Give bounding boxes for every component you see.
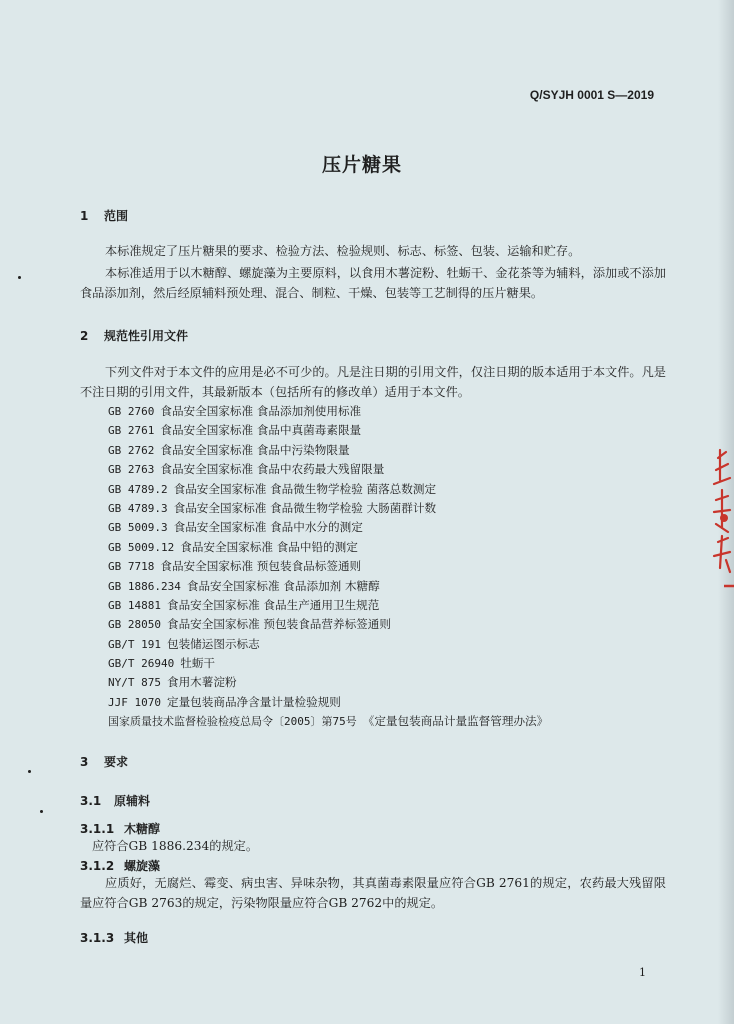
reference-name: 食品安全国家标准 食品中农药最大残留限量 — [160, 462, 385, 477]
section-title: 其他 — [124, 931, 149, 945]
reference-code: GB 28050 — [108, 618, 161, 632]
reference-name: 定量包装商品净含量计量检验规则 — [166, 694, 341, 709]
reference-name: 食品安全国家标准 食品添加剂使用标准 — [160, 404, 362, 418]
scan-speck — [40, 810, 43, 813]
section-3-1-heading — [80, 792, 150, 809]
reference-name: 食品安全国家标准 食品微生物学检验 菌落总数测定 — [173, 481, 437, 496]
section-3-1-2-heading — [80, 857, 160, 874]
document-code: Q/SYJH 0001 S—2019 — [529, 88, 654, 102]
reference-name: 食品安全国家标准 食品添加剂 木糖醇 — [186, 578, 380, 593]
reference-item — [108, 480, 548, 499]
reference-code: GB 5009.3 — [108, 521, 168, 535]
reference-name: 食品安全国家标准 食品中污染物限量 — [160, 442, 350, 457]
xylitol-requirement: 应符合GB 1886.234的规定。 — [92, 839, 259, 853]
section-number: 3.1.1 — [80, 822, 115, 836]
reference-item — [108, 596, 548, 615]
reference-code: GB 2760 — [108, 405, 155, 418]
section-title: 要求 — [104, 755, 129, 769]
section-number: 3.1.3 — [80, 931, 115, 945]
reference-code: GB/T 26940 — [108, 657, 175, 671]
reference-item — [108, 615, 548, 634]
scan-speck — [18, 276, 21, 279]
reference-name: 食品安全国家标准 食品中铅的测定 — [180, 539, 358, 554]
reference-list — [108, 402, 548, 732]
reference-code: GB 1886.234 — [108, 579, 181, 593]
reference-code: GB 2763 — [108, 463, 155, 477]
section-number: 3.1 — [80, 794, 102, 808]
reference-code: GB 2762 — [108, 443, 155, 457]
reference-name: 食品安全国家标准 预包装食品标签通则 — [160, 559, 362, 574]
section-number: 2 — [80, 329, 89, 343]
section-3-1-3-heading — [80, 929, 148, 946]
document-title: 压片糖果 — [321, 154, 402, 176]
reference-code: GB 4789.3 — [108, 501, 168, 515]
reference-item — [108, 441, 548, 460]
reference-item — [108, 654, 548, 673]
scope-paragraph-2: 本标准适用于以木糖醇、螺旋藻为主要原料，以食用木薯淀粉、牡蛎干、金花茶等为辅料，添加或不添加食品添加剂，然后经原辅料预处理、混合、制粒、干燥、包装等工艺制得的压片糖果。 — [80, 266, 666, 300]
reference-item — [108, 712, 548, 731]
section-title: 木糖醇 — [124, 822, 161, 836]
reference-code: GB/T 191 — [108, 637, 161, 651]
reference-item — [108, 557, 548, 576]
reference-item — [108, 499, 548, 518]
section-title: 范围 — [104, 209, 129, 223]
reference-item — [108, 460, 548, 479]
reference-name: 食用木薯淀粉 — [166, 675, 237, 690]
scan-speck — [28, 770, 31, 773]
reference-item — [108, 421, 548, 440]
reference-name: 食品安全国家标准 预包装食品营养标签通则 — [166, 617, 391, 632]
reference-item — [108, 635, 548, 654]
reference-name: 食品安全国家标准 食品中水分的测定 — [173, 520, 363, 535]
reference-code: GB 4789.2 — [108, 482, 168, 496]
reference-code: GB 5009.12 — [108, 540, 175, 554]
reference-item — [108, 673, 548, 692]
reference-item — [108, 693, 548, 712]
seal-stamp-icon — [706, 440, 734, 600]
section-3-1-1-heading — [80, 820, 160, 837]
reference-code: JJF 1070 — [108, 695, 161, 709]
section-3-heading — [80, 753, 128, 770]
section-number: 3.1.2 — [80, 859, 115, 873]
scope-paragraph-1: 本标准规定了压片糖果的要求、检验方法、检验规则、标志、标签、包装、运输和贮存。 — [105, 244, 581, 258]
reference-name: 食品安全国家标准 食品中真菌毒素限量 — [160, 423, 362, 438]
reference-name: 食品安全国家标准 食品微生物学检验 大肠菌群计数 — [173, 500, 437, 515]
references-intro: 下列文件对于本文件的应用是必不可少的。凡是注日期的引用文件，仅注日期的版本适用于本文件。凡是不注日期的引用文件，其最新版本（包括所有的修改单）适用于本文件。 — [80, 365, 666, 399]
section-1-heading — [80, 207, 128, 224]
section-number: 1 — [80, 209, 89, 223]
reference-code: 国家质量技术监督检验检疫总局令〔2005〕第75号 — [108, 715, 357, 729]
reference-item — [108, 518, 548, 537]
section-number: 3 — [80, 755, 89, 769]
reference-code: GB 2761 — [108, 424, 155, 438]
reference-code: NY/T 875 — [108, 676, 161, 690]
reference-code: GB 14881 — [108, 598, 161, 612]
spirulina-requirement: 应质好，无腐烂、霉变、病虫害、异味杂物，其真菌毒素限量应符合GB 2761的规定，农药最大残留限量应符合GB 2763的规定，污染物限量应符合GB 2762中的规定。 — [80, 876, 666, 910]
reference-name: 包装储运图示标志 — [166, 636, 260, 651]
section-title: 原辅料 — [114, 794, 151, 808]
page-number: 1 — [639, 966, 646, 979]
section-2-heading — [80, 327, 188, 344]
section-title: 规范性引用文件 — [104, 329, 189, 343]
reference-item — [108, 538, 548, 557]
reference-code: GB 7718 — [108, 560, 155, 574]
reference-name: 《定量包装商品计量监督管理办法》 — [362, 714, 549, 729]
reference-item — [108, 577, 548, 596]
reference-item — [108, 402, 548, 421]
section-title: 螺旋藻 — [124, 859, 161, 873]
reference-name: 牡蛎干 — [180, 656, 216, 671]
reference-name: 食品安全国家标准 食品生产通用卫生规范 — [166, 597, 380, 612]
